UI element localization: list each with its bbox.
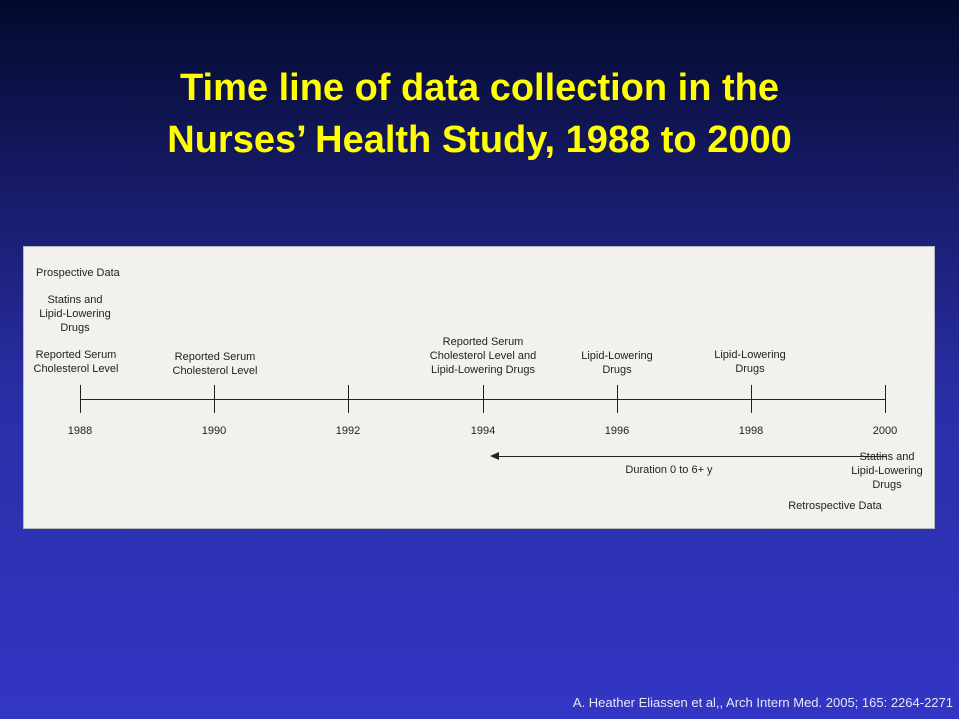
retrospective-data-label: Retrospective Data — [788, 500, 882, 512]
year-label-1994: 1994 — [470, 425, 496, 437]
year-label-1992: 1992 — [335, 425, 361, 437]
year-label-1988: 1988 — [67, 425, 93, 437]
label-1994-cholesterol-drugs: Reported Serum Cholesterol Level and Lipid-Lowering Drugs — [429, 336, 537, 376]
tick-1990 — [214, 385, 215, 413]
citation: A. Heather Eliassen et al,, Arch Intern Med. 2005; 165: 2264-2271 — [572, 695, 953, 710]
year-label-1996: 1996 — [604, 425, 630, 437]
tick-1992 — [348, 385, 349, 413]
label-1998-drugs: Lipid-Lowering Drugs — [714, 349, 786, 375]
duration-label: Duration 0 to 6+ y — [625, 464, 713, 476]
label-1988-statins: Statins and Lipid-Lowering Drugs — [39, 294, 111, 334]
title-line-2: Nurses’ Health Study, 1988 to 2000 — [167, 119, 792, 161]
tick-2000 — [885, 385, 886, 413]
year-label-1990: 1990 — [201, 425, 227, 437]
label-1996-drugs: Lipid-Lowering Drugs — [581, 350, 653, 376]
duration-arrow-line — [498, 456, 886, 457]
tick-1996 — [617, 385, 618, 413]
prospective-data-label: Prospective Data — [36, 267, 120, 279]
year-label-2000: 2000 — [872, 425, 898, 437]
tick-1994 — [483, 385, 484, 413]
timeline-diagram — [23, 246, 935, 529]
slide-title — [0, 62, 959, 166]
label-1990-cholesterol: Reported Serum Cholesterol Level — [172, 351, 258, 377]
tick-1998 — [751, 385, 752, 413]
label-1988-cholesterol: Reported Serum Cholesterol Level — [33, 349, 119, 375]
year-label-1998: 1998 — [738, 425, 764, 437]
tick-1988 — [80, 385, 81, 413]
label-2000-statins: Statins and Lipid-Lowering Drugs — [851, 451, 923, 491]
title-line-1: Time line of data collection in the — [180, 67, 779, 109]
